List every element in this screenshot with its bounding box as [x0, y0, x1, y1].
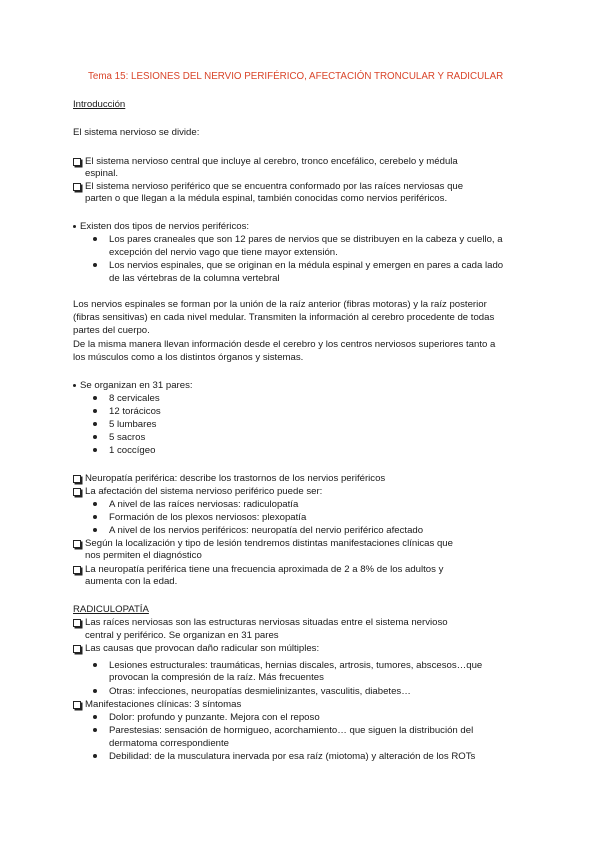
checkbox-item: [73, 155, 533, 168]
checkbox-item: [73, 472, 385, 485]
list-item-text: Los nervios espinales, que se originan en la médula espinal y emergen en pares a cada lado: [109, 260, 504, 271]
list-item-continuation: provocan la compresión de la raíz. Más frecuentes: [109, 672, 324, 683]
checkbox-item-text: Las causas que provocan daño radicular son múltiples:: [85, 643, 320, 654]
checkbox-item-continuation: parten o que llegan a la médula espinal, también conocidas como nervios periféricos.: [85, 193, 448, 204]
list-item: [93, 711, 320, 724]
checkbox-item-text: Manifestaciones clínicas: 3 síntomas: [85, 699, 242, 710]
bullet-icon: [73, 384, 76, 387]
bullet-icon: [93, 515, 97, 519]
checkbox-item: [73, 698, 241, 711]
checkbox-item-text: La afectación del sistema nervioso periférico puede ser:: [85, 486, 323, 497]
checkbox-item-continuation: espinal.: [85, 168, 119, 179]
list-item: [73, 379, 193, 392]
checkbox-icon: [73, 475, 81, 483]
checkbox-item-text: El sistema nervioso periférico que se encuentra conformado por las raíces nerviosas que: [85, 181, 464, 192]
checkbox-item-continuation: nos permiten el diagnóstico: [85, 550, 202, 561]
list-item-text: 1 coccígeo: [109, 445, 156, 456]
checkbox-icon: [73, 566, 81, 574]
checkbox-item: [73, 616, 448, 629]
bullet-icon: [93, 528, 97, 532]
list-item-text: 8 cervicales: [109, 393, 160, 404]
checkbox-icon: [73, 701, 81, 709]
list-item-text: 5 lumbares: [109, 419, 157, 430]
checkbox-item-text: Las raíces nerviosas son las estructuras nerviosas situadas entre el sistema nervioso: [85, 617, 448, 628]
paragraph-line: Los nervios espinales se forman por la unión de la raíz anterior (fibras motoras) y la raíz posterior: [73, 299, 487, 310]
bullet-icon: [93, 728, 97, 732]
paragraph: El sistema nervioso se divide:: [73, 127, 200, 138]
checkbox-icon: [73, 645, 81, 653]
checkbox-item-continuation: central y periférico. Se organizan en 31 pares: [85, 630, 279, 641]
list-item-text: Los pares craneales que son 12 pares de nervios que se distribuyen en la cabeza y cuello, a: [109, 234, 503, 245]
checkbox-item: [73, 485, 322, 498]
bullet-icon: [93, 422, 97, 426]
list-item: [93, 392, 160, 405]
bullet-icon: [93, 409, 97, 413]
list-item: [93, 405, 161, 418]
checkbox-icon: [73, 488, 81, 496]
bullet-icon: [93, 754, 97, 758]
list-item-text: Se organizan en 31 pares:: [80, 380, 193, 391]
list-item-text: A nivel de los nervios periféricos: neuropatía del nervio periférico afectado: [109, 525, 424, 536]
checkbox-icon: [73, 183, 81, 191]
checkbox-item-text: Según la localización y tipo de lesión tendremos distintas manifestaciones clínicas que: [85, 538, 453, 549]
list-item: [93, 418, 156, 431]
checkbox-icon: [73, 158, 81, 166]
document-title: Tema 15: LESIONES DEL NERVIO PERIFÉRICO, AFECTACIÓN TRONCULAR Y RADICULAR: [88, 71, 504, 82]
list-item-text: A nivel de las raíces nerviosas: radiculopatía: [109, 499, 299, 510]
list-item: [93, 511, 306, 524]
list-item: [93, 524, 423, 537]
list-item: [93, 498, 298, 511]
bullet-icon: [93, 396, 97, 400]
list-item-text: 12 torácicos: [109, 406, 161, 417]
list-item-text: Existen dos tipos de nervios periféricos:: [80, 221, 250, 232]
bullet-icon: [93, 448, 97, 452]
paragraph-line: los músculos como a los distintos órganos y sistemas.: [73, 352, 304, 363]
list-item-continuation: de las vértebras de la columna vertebral: [109, 273, 280, 284]
section-heading-radiculopatia: RADICULOPATÍA: [73, 604, 149, 615]
bullet-icon: [93, 263, 97, 267]
checkbox-item-continuation: aumenta con la edad.: [85, 576, 178, 587]
checkbox-item: [73, 642, 319, 655]
list-item: [93, 259, 503, 272]
bullet-icon: [93, 715, 97, 719]
paragraph-line: (fibras sensitivas) en cada nivel medular. Transmiten la información al cerebro procedente de todas: [73, 312, 495, 323]
list-item-continuation: dermatoma correspondiente: [109, 738, 229, 749]
list-item: [93, 750, 475, 763]
list-item-text: Dolor: profundo y punzante. Mejora con el reposo: [109, 712, 320, 723]
list-item-continuation: excepción del nervio vago que tiene mayor extensión.: [109, 247, 338, 258]
list-item: [93, 233, 503, 246]
paragraph-line: De la misma manera llevan información desde el cerebro y los centros nerviosos superiores tanto a: [73, 339, 496, 350]
bullet-icon: [93, 237, 97, 241]
list-item-text: Debilidad: de la musculatura inervada por esa raíz (miotoma) y alteración de los ROTs: [109, 751, 476, 762]
paragraph-line: partes del cuerpo.: [73, 325, 150, 336]
list-item: [93, 724, 473, 737]
bullet-icon: [93, 689, 97, 693]
checkbox-item-text: El sistema nervioso central que incluye al cerebro, tronco encefálico, cerebelo y médula: [85, 156, 458, 167]
checkbox-item-text: La neuropatía periférica tiene una frecuencia aproximada de 2 a 8% de los adultos y: [85, 564, 444, 575]
bullet-icon: [73, 225, 76, 228]
section-heading-introduccion: Introducción: [73, 99, 126, 110]
list-item-text: Parestesias: sensación de hormigueo, acorchamiento… que siguen la distribución del: [109, 725, 474, 736]
list-item-text: Lesiones estructurales: traumáticas, hernias discales, artrosis, tumores, abscesos…que: [109, 660, 483, 671]
list-item-text: Formación de los plexos nerviosos: plexopatía: [109, 512, 307, 523]
bullet-icon: [93, 502, 97, 506]
list-item-text: 5 sacros: [109, 432, 146, 443]
checkbox-icon: [73, 540, 81, 548]
list-item: [93, 431, 145, 444]
checkbox-item-text: Neuropatía periférica: describe los trastornos de los nervios periféricos: [85, 473, 386, 484]
list-item: [93, 685, 411, 698]
list-item-text: Otras: infecciones, neuropatías desmielinizantes, vasculitis, diabetes…: [109, 686, 411, 697]
bullet-icon: [93, 663, 97, 667]
bullet-icon: [93, 435, 97, 439]
list-item: [93, 444, 155, 457]
checkbox-icon: [73, 619, 81, 627]
list-item: [73, 220, 473, 233]
